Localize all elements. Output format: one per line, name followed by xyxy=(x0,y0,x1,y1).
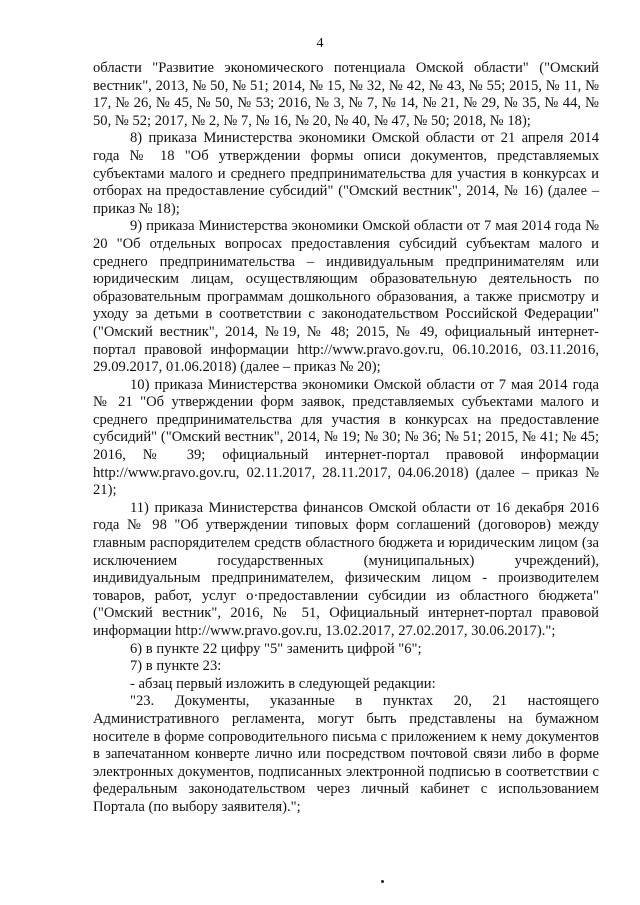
paragraph-item-9: 9) приказа Министерства экономики Омской области от 7 мая 2014 года № 20 "Об отдельных вопросах предоставления субсидий субъектам малого и среднего предпринимательства – индивидуальным предпринимателям или юридическим лицам, осуществляющим образовательную деятельность по образовательным программам дошкольного образования, а также присмотру и уходу за детьми в соответствии с законодательством Российской Федерации" ("Омский вестник", 2014, №19, № 48; 2015, № 49, официальный интернет-портал правовой информации http://www.pravo.gov.ru, 06.10.2016, 03.11.2016, 29.09.2017, 01.06.2018) (далее – приказ № 20); xyxy=(93,218,599,376)
page-number: 4 xyxy=(316,36,324,51)
paragraph-quoted-item-23: "23. Документы, указанные в пунктах 20, 21 настоящего Административного регламента, могут быть представлены на бумажном носителе в форме сопроводительного письма с приложением к нему документов в запечатанном конверте лично или посредством почтовой связи либо в форме электронных документов, подписанных электронной подписью в соответствии с федеральным законодательством через личный кабинет с использованием Портала (по выбору заявителя)."; xyxy=(93,693,599,815)
paragraph-item-8: 8) приказа Министерства экономики Омской области от 21 апреля 2014 года № 18 "Об утверждении формы описи документов, представляемых субъектами малого и среднего предпринимательства для участия в конкурсах и отборах на предоставление субсидий" ("Омский вестник", 2014, № 16) (далее – приказ № 18); xyxy=(93,130,599,217)
paragraph-amendment-6: 6) в пункте 22 цифру "5" заменить цифрой "6"; xyxy=(130,640,422,657)
paragraph-amendment-7: 7) в пункте 23: xyxy=(130,658,222,675)
paragraph-subitem-first: - абзац первый изложить в следующей редакции: xyxy=(130,675,436,692)
paragraph-item-10: 10) приказа Министерства экономики Омской области от 7 мая 2014 года № 21 "Об утверждении форм заявок, представляемых субъектами малого и среднего предпринимательства для участия в конкурсах на предоставление субсидий" ("Омский вестник", 2014, № 19; № 30; № 36; № 51; 2015, № 41; № 45; 2016, № 39; официальный интернет-портал правовой информации http://www.pravo.gov.ru, 02.11.2017, 28.11.2017, 04.06.2018) (далее – приказ № 21); xyxy=(93,376,599,499)
document-body xyxy=(93,60,599,817)
scan-dot-mark xyxy=(381,880,384,883)
paragraph-item-11: 11) приказа Министерства финансов Омской области от 16 декабря 2016 года № 98 "Об утверждении типовых форм соглашений (договоров) между главным распорядителем средств областного бюджета и юридическим лицом (за исключением государственных (муниципальных) учреждений), индивидуальным предпринимателем, физическим лицом - производителем товаров, работ, услуг о·предоставлении субсидии из областного бюджета" ("Омский вестник", 2016, № 51, Официальный интернет-портал правовой информации http://www.pravo.gov.ru, 13.02.2017, 27.02.2017, 30.06.2017)."; xyxy=(93,499,599,639)
paragraph-continuation: области "Развитие экономического потенциала Омской области" ("Омский вестник", 2013, № 50, № 51; 2014, № 15, № 32, № 42, № 43, № 55; 2015, № 11, № 17, № 26, № 45, № 50, № 53; 2016, № 3, № 7, № 14, № 21, № 29, № 35, № 44, № 50, № 52; 2017, № 2, № 7, № 16, № 20, № 40, № 47, № 50; 2018, № 18); xyxy=(93,60,599,129)
